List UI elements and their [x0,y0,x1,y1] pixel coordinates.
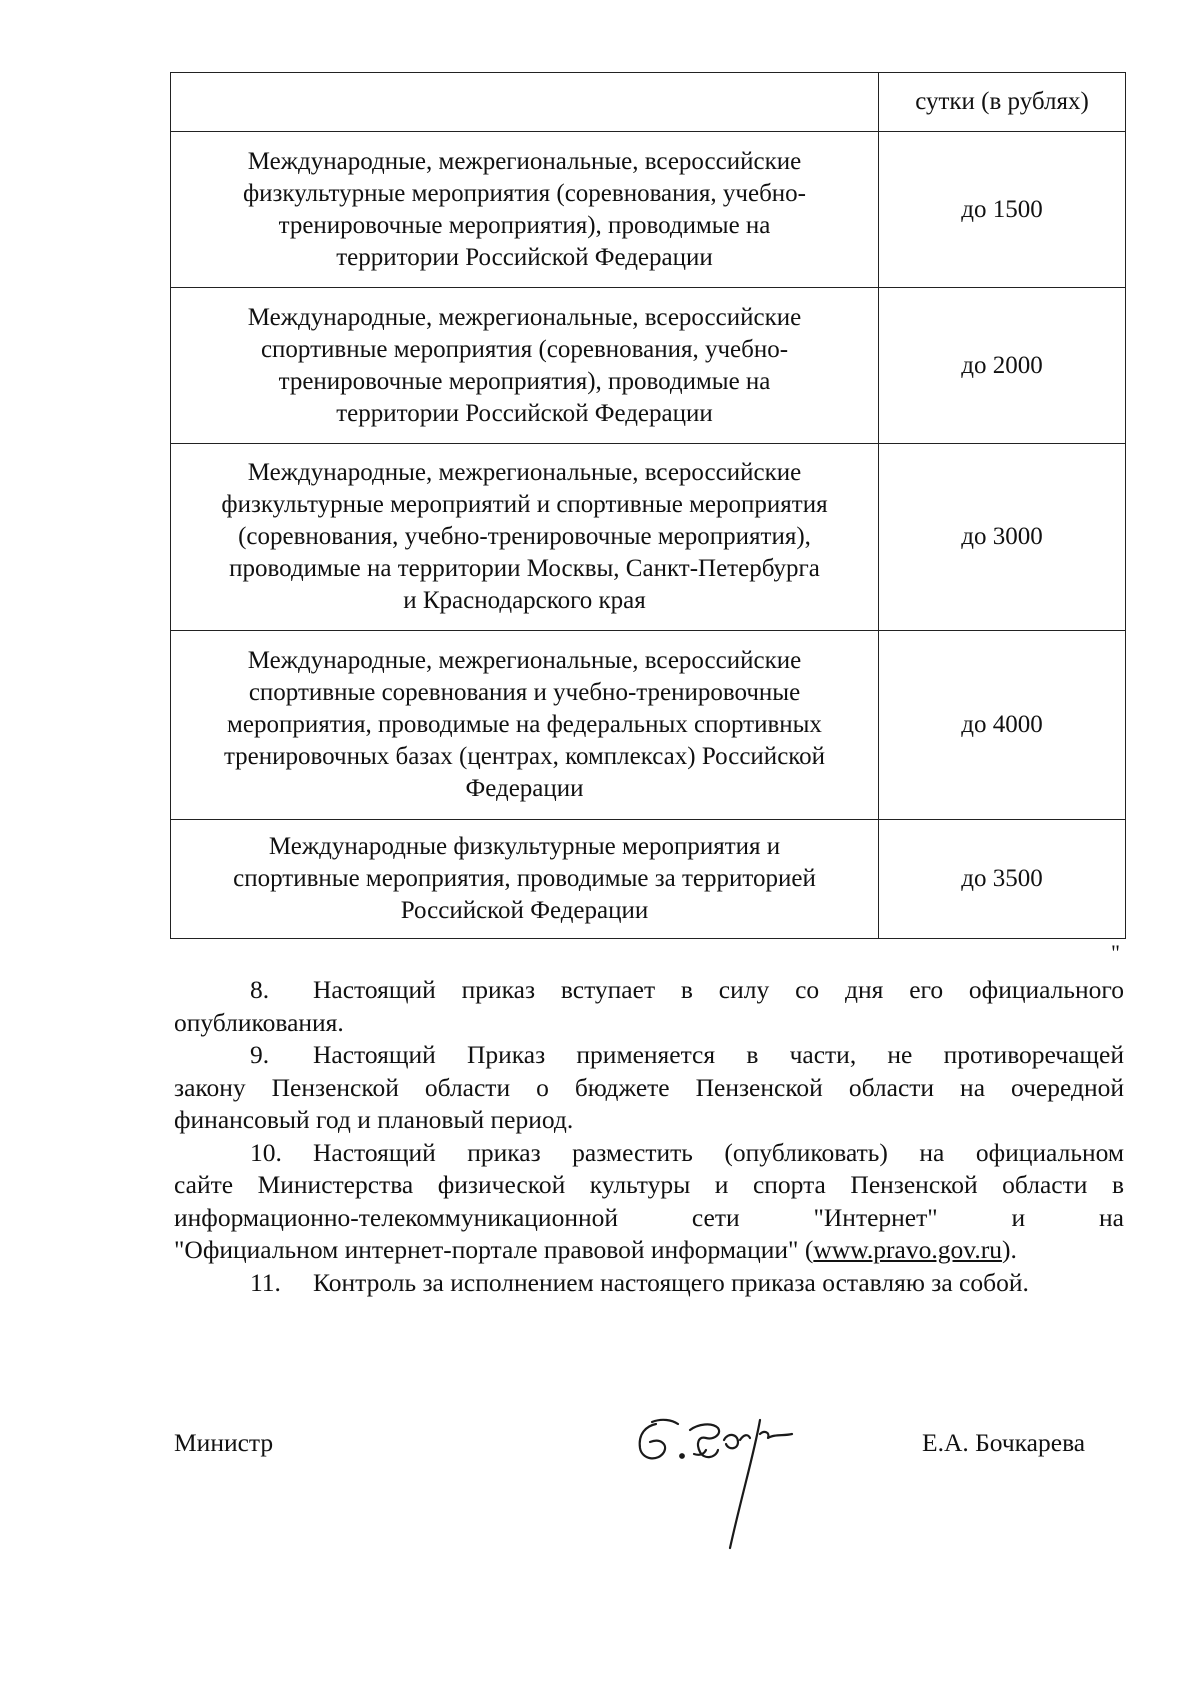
event-description-line: проводимые на территории Москвы, Санкт-Петербурга [229,555,820,582]
event-description-cell [171,444,879,631]
event-description-line: и Краснодарского края [403,587,646,614]
event-description-line: спортивные мероприятия (соревнования, учебно- [260,335,789,363]
pravo-gov-link: www.pravo.gov.ru [813,1235,1002,1264]
paragraph-number: 11. [250,1267,281,1297]
paragraph-line [174,1137,1124,1170]
paragraph-text: Настоящий приказ разместить (опубликовать) на официальном [313,1137,1124,1167]
paragraph-text: Настоящий приказ вступает в силу со дня его официального [313,975,1124,1004]
event-description-line: физкультурные мероприятия (соревнования, учебно- [242,179,807,207]
paragraph-text: Настоящий Приказ применяется в части, не противоречащей [313,1040,1124,1069]
event-description-line: Международные, межрегиональные, всероссийские [247,147,802,175]
table-row [171,444,1126,631]
event-description-cell [171,288,879,444]
table-row [171,132,1126,288]
paragraph-number: 9. [250,1040,270,1069]
event-description-line: тренировочные мероприятия), проводимые на [278,211,771,239]
event-description-line: тренировочных базах (центрах, комплексах) Российской [223,743,826,770]
table-header-cell-amount: сутки (в рублях) [879,73,1126,132]
event-description-line: Международные, межрегиональные, всероссийские [247,303,802,331]
amount-cell: до 1500 [879,132,1126,288]
event-description-line: мероприятия, проводимые на федеральных спортивных [227,711,822,738]
order-paragraphs [174,974,1124,1299]
paragraph-line: информационно-телекоммуникационной сети "Интернет" и на [174,1202,1124,1232]
table-row [171,631,1126,820]
paragraph-number: 8. [250,975,270,1004]
paragraph-text: ). [1001,1235,1017,1264]
paragraph-line [174,974,1124,1007]
event-description-line: Международные, межрегиональные, всероссийские [247,647,802,674]
event-description-line: физкультурные мероприятий и спортивные мероприятия [221,491,828,518]
paragraph-line [174,1039,1124,1072]
paragraph-number: 10. [250,1137,282,1167]
amount-cell: до 3500 [879,820,1126,939]
event-description-line: тренировочные мероприятия), проводимые на [278,367,771,395]
paragraph-line: финансовый год и плановый период. [174,1105,574,1134]
paragraph-line: опубликования. [174,1007,344,1037]
table-header-cell-empty [171,73,879,132]
signatory-name: Е.А. Бочкарева [922,1428,1086,1457]
amount-cell: до 2000 [879,288,1126,444]
paragraph-10 [174,1137,1124,1267]
paragraph-11 [174,1267,1124,1300]
amount-cell: до 3000 [879,444,1126,631]
table-row [171,288,1126,444]
event-description-line: Международные, межрегиональные, всероссийские [247,459,802,486]
event-description-line: территории Российской Федерации [336,243,713,271]
paragraph-9 [174,1039,1124,1137]
closing-quote-mark: " [1111,940,1120,965]
event-description-cell [171,631,879,820]
event-description-line: (соревнования, учебно-тренировочные мероприятия), [238,523,811,550]
paragraph-line: сайте Министерства физической культуры и спорта Пензенской области в [174,1170,1124,1199]
table-header-row [171,73,1126,132]
amount-cell: до 4000 [879,631,1126,820]
event-description-cell [171,132,879,288]
paragraph-text: "Официальном интернет-портале правовой информации" ( [174,1235,814,1264]
allowance-rate-table [170,72,1126,939]
handwritten-signature [628,1404,808,1564]
event-description-line: спортивные соревнования и учебно-тренировочные [248,679,801,706]
paragraph-line: закону Пензенской области о бюджете Пензенской области на очередной [174,1072,1124,1102]
event-description-line: спортивные мероприятия, проводимые за территорией [233,865,816,892]
paragraph-line [174,1267,1124,1300]
event-description-line: Федерации [465,775,584,802]
paragraph-8 [174,974,1124,1039]
event-description-cell [171,820,879,939]
signatory-title: Министр [174,1428,274,1457]
event-description-line: Российской Федерации [400,897,649,924]
paragraph-line [174,1234,1124,1267]
event-description-line: Международные физкультурные мероприятия и [268,833,781,860]
event-description-line: территории Российской Федерации [336,399,713,427]
paragraph-text: Контроль за исполнением настоящего приказа оставляю за собой. [313,1267,1029,1297]
table-row [171,820,1126,939]
